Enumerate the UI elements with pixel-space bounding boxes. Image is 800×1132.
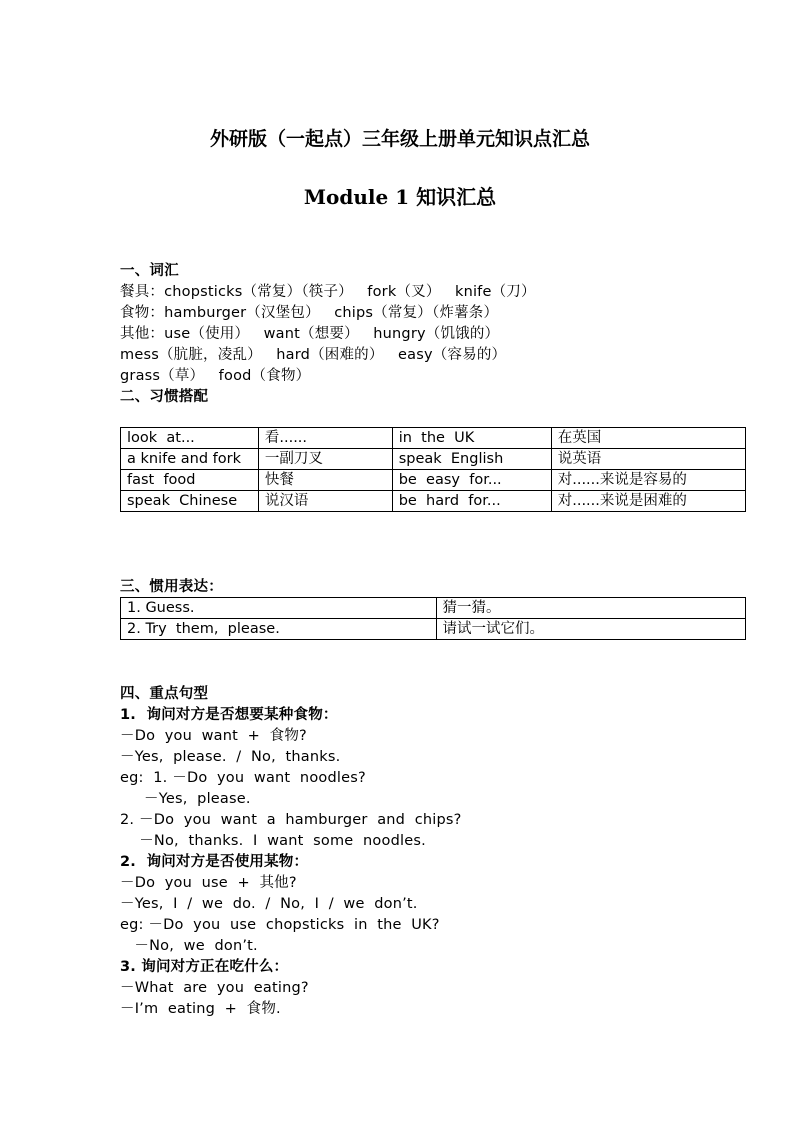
table-cell: a knife and fork [121, 449, 259, 470]
table-cell: 说汉语 [258, 491, 392, 512]
table-cell: speak Chinese [121, 491, 259, 512]
table-cell: be hard for... [392, 491, 551, 512]
sentence-group-heading: 3. 询问对方正在吃什么： [120, 959, 289, 975]
table-cell: speak English [392, 449, 551, 470]
sentence-line: －Yes, please. / No, thanks. [120, 749, 341, 765]
table-cell: 快餐 [258, 470, 392, 491]
table-row [121, 598, 746, 619]
sentence-group-heading: 2. 询问对方是否使用某物： [120, 854, 309, 870]
habits-heading: 二、习惯搭配 [120, 389, 209, 405]
module-title: Module 1 知识汇总 [303, 185, 497, 209]
table-cell: 对......来说是容易的 [551, 470, 745, 491]
table-cell: fast food [121, 470, 259, 491]
sentence-line: －Do you use + 其他? [120, 875, 297, 891]
table-row [121, 428, 746, 449]
habits-table [120, 427, 746, 512]
table-cell: 猜一猜。 [436, 598, 745, 619]
table-row [121, 491, 746, 512]
table-row [121, 470, 746, 491]
sentence-line: －Do you want + 食物? [120, 728, 307, 744]
expressions-table [120, 597, 746, 640]
vocab-line: 食物：hamburger（汉堡包） chips（常复）（炸薯条） [120, 305, 499, 321]
sentence-line: －No, we don’t. [120, 938, 258, 954]
table-cell: 对......来说是困难的 [551, 491, 745, 512]
sentence-line: －No, thanks. I want some noodles. [120, 833, 426, 849]
sentence-line: eg: －Do you use chopsticks in the UK? [120, 917, 440, 933]
sentence-group-heading: 1. 询问对方是否想要某种食物： [120, 707, 338, 723]
vocab-line: mess（肮脏，凌乱） hard（困难的） easy（容易的） [120, 347, 507, 363]
table-cell: 看...... [258, 428, 392, 449]
vocab-line: grass（草） food（食物） [120, 368, 311, 384]
table-cell: 一副刀叉 [258, 449, 392, 470]
document-title: 外研版（一起点）三年级上册单元知识点汇总 [209, 128, 590, 150]
sentences-heading: 四、重点句型 [120, 686, 209, 702]
sentence-line: －Yes, I / we do. / No, I / we don’t. [120, 896, 418, 912]
vocab-line: 餐具：chopsticks（常复）（筷子） fork（叉） knife（刀） [120, 284, 536, 300]
table-cell: 在英国 [551, 428, 745, 449]
table-cell: look at... [121, 428, 259, 449]
sentence-line: －What are you eating? [120, 980, 309, 996]
table-cell: in the UK [392, 428, 551, 449]
table-cell: be easy for... [392, 470, 551, 491]
vocab-line: 其他：use（使用） want（想要） hungry（饥饿的） [120, 326, 500, 342]
sentence-line: －Yes, please. [120, 791, 251, 807]
table-cell: 请试一试它们。 [436, 619, 745, 640]
table-cell: 1. Guess. [121, 598, 437, 619]
table-cell: 2. Try them, please. [121, 619, 437, 640]
expressions-heading: 三、惯用表达： [120, 579, 223, 595]
table-row [121, 449, 746, 470]
sentence-line: －I’m eating + 食物. [120, 1001, 281, 1017]
sentence-line: 2. －Do you want a hamburger and chips? [120, 812, 462, 828]
sentence-line: eg: 1. －Do you want noodles? [120, 770, 366, 786]
table-row [121, 619, 746, 640]
table-cell: 说英语 [551, 449, 745, 470]
vocab-heading: 一、词汇 [120, 263, 179, 279]
